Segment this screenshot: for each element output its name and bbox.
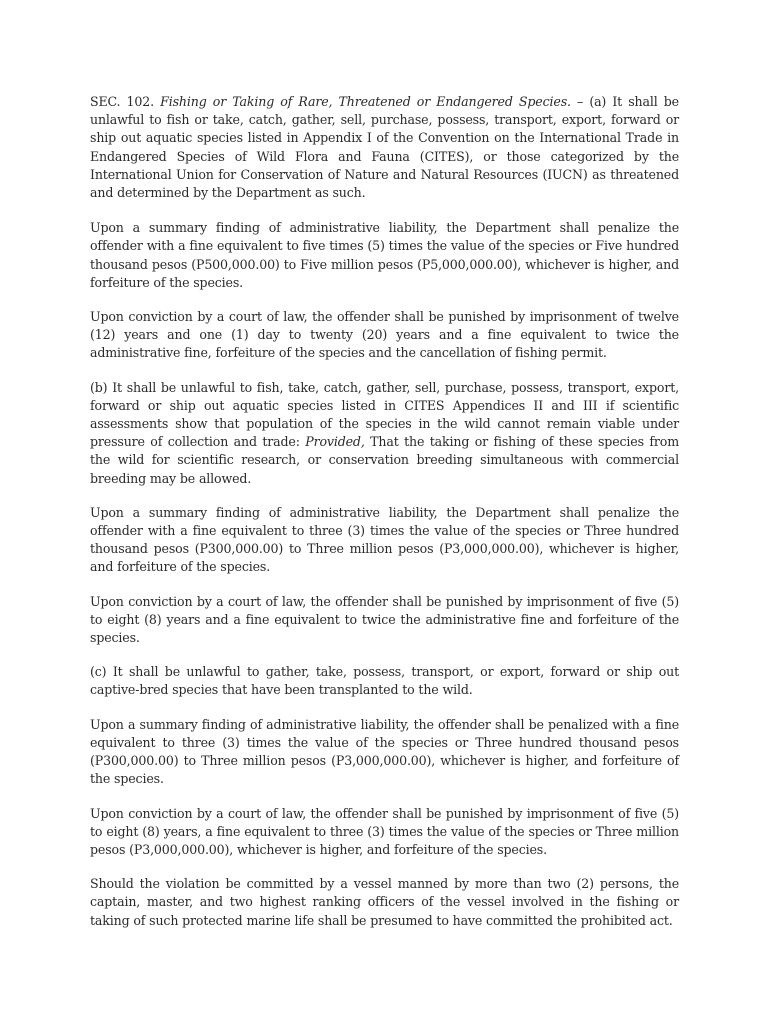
section-title: Fishing or Taking of Rare, Threatened or Endangered Species. <box>160 94 571 109</box>
section-heading-paragraph <box>90 93 679 202</box>
clause-b-text: (b) It shall be unlawful to fish, take, catch, gather, sell, purchase, possess, transport, export, forward or ship out aquatic species listed in CITES Appendices II and III if scientific assessments show that population of the species in the wild cannot remain viable under pressure of collection and trade: <box>90 379 679 450</box>
paragraph-admin-penalty-c: Upon a summary finding of administrative liability, the offender shall be penalized with a fine equivalent to three (3) times the value of the species or Three hundred thousand pesos (P300,000.00) to Three million pesos (P3,000,000.00), whichever is higher, and forfeiture of the species. <box>90 716 679 787</box>
paragraph-vessel-presumption: Should the violation be committed by a vessel manned by more than two (2) persons, the captain, master, and two highest ranking officers of the vessel involved in the fishing or taking of such protected marine life shall be presumed to have committed the prohibited act. <box>90 876 679 928</box>
document-page <box>90 93 679 946</box>
paragraph-clause-c: (c) It shall be unlawful to gather, take, possess, transport, or export, forward or ship out captive-bred species that have been transplanted to the wild. <box>90 664 679 698</box>
proviso-label: Provided, <box>305 434 365 450</box>
paragraph-admin-penalty-b: Upon a summary finding of administrative liability, the Department shall penalize the offender with a fine equivalent to three (3) times the value of the species or Three hundred thousand pesos (P300,000.00) to Three million pesos (P3,000,000.00), whichever is higher, and forfeiture of the species. <box>90 504 679 575</box>
section-number: SEC. 102. <box>90 94 154 109</box>
section-body: (a) It shall be unlawful to fish or take, catch, gather, sell, purchase, possess, transport, export, forward or ship out aquatic species listed in Appendix I of the Convention on the International Trade in Endangered Species of Wild Flora and Fauna (CITES), or those categorized by the International Union for Conservation of Nature and Natural Resources (IUCN) as threatened and determined by the Department as such. <box>90 94 679 201</box>
paragraph-conviction-a: Upon conviction by a court of law, the offender shall be punished by imprisonment of twelve (12) years and one (1) day to twenty (20) years and a fine equivalent to twice the administrative fine, forfeiture of the species and the cancellation of fishing permit. <box>90 309 679 361</box>
section-dash: – <box>570 94 590 109</box>
paragraph-clause-b <box>90 379 679 488</box>
paragraph-conviction-b: Upon conviction by a court of law, the offender shall be punished by imprisonment of five (5) to eight (8) years and a fine equivalent to twice the administrative fine and forfeiture of the species. <box>90 593 679 646</box>
paragraph-conviction-c: Upon conviction by a court of law, the offender shall be punished by imprisonment of five (5) to eight (8) years, a fine equivalent to three (3) times the value of the species or Three million pesos (P3,000,000.00), whichever is higher, and forfeiture of the species. <box>90 805 679 857</box>
paragraph-admin-penalty-a: Upon a summary finding of administrative liability, the Department shall penalize the offender with a fine equivalent to five times (5) times the value of the species or Five hundred thousand pesos (P500,000.00) to Five million pesos (P5,000,000.00), whichever is higher, and forfeiture of the species. <box>90 220 679 290</box>
clause-b-proviso-text: That the taking or fishing of these species from the wild for scientific research, or conservation breeding simultaneous with commercial breeding may be allowed. <box>90 434 679 486</box>
